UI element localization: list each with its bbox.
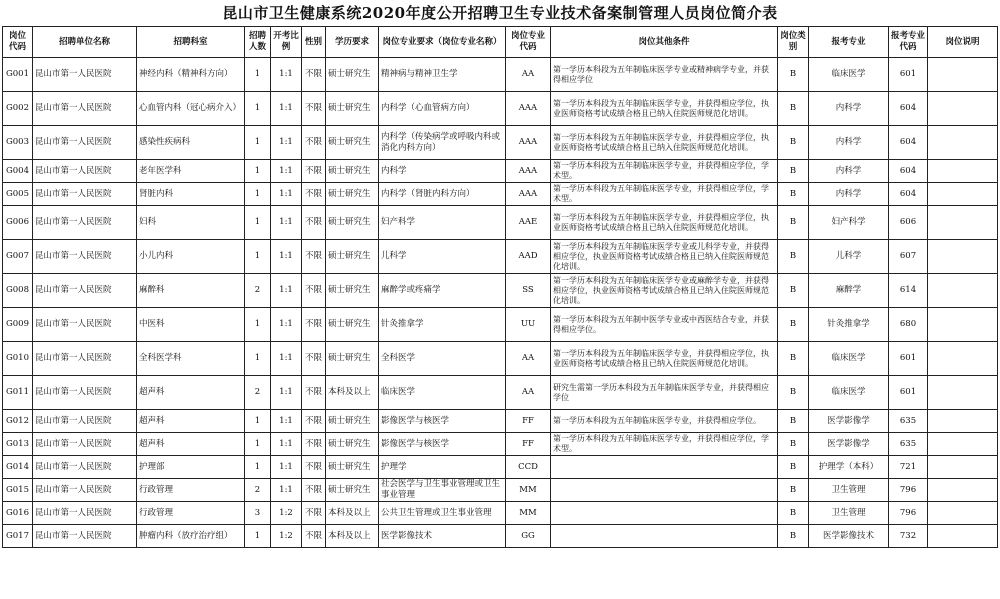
- cell-exam-major: 内科学: [809, 183, 889, 206]
- cell-exam-major: 内科学: [809, 126, 889, 160]
- cell-sex: 不限: [302, 274, 326, 308]
- cell-ratio: 1:1: [271, 410, 302, 433]
- cell-unit: 昆山市第一人民医院: [33, 183, 137, 206]
- cell-desc: [928, 183, 998, 206]
- cell-other: 第一学历本科段为五年制临床医学专业或麻醉学专业，并获得相应学位，执业医师资格考试成绩合格且已纳入住院医师规范化培训。: [551, 274, 778, 308]
- cell-category: B: [778, 410, 809, 433]
- cell-unit: 昆山市第一人民医院: [33, 240, 137, 274]
- cell-code: G009: [3, 308, 33, 342]
- cell-major-code: FF: [506, 410, 551, 433]
- cell-major-code: AA: [506, 58, 551, 92]
- header-category: 岗位类别: [778, 27, 809, 58]
- cell-num: 1: [245, 525, 271, 548]
- cell-ratio: 1:1: [271, 456, 302, 479]
- cell-dept: 妇科: [137, 206, 245, 240]
- cell-edu: 硕士研究生: [326, 160, 379, 183]
- cell-edu: 本科及以上: [326, 525, 379, 548]
- cell-ratio: 1:1: [271, 376, 302, 410]
- cell-major-code: FF: [506, 433, 551, 456]
- cell-edu: 硕士研究生: [326, 183, 379, 206]
- cell-desc: [928, 308, 998, 342]
- cell-desc: [928, 342, 998, 376]
- cell-dept: 肾脏内科: [137, 183, 245, 206]
- cell-exam-code: 606: [889, 206, 928, 240]
- cell-major: 精神病与精神卫生学: [379, 58, 506, 92]
- cell-unit: 昆山市第一人民医院: [33, 456, 137, 479]
- cell-other: 第一学历本科段为五年制临床医学专业，并获得相应学位，执业医师资格考试成绩合格且已纳入住院医师规范化培训。: [551, 126, 778, 160]
- cell-other: 第一学历本科段为五年制临床医学专业，并获得相应学位，执业医师资格考试成绩合格且已纳入住院医师规范化培训。: [551, 206, 778, 240]
- cell-category: B: [778, 456, 809, 479]
- cell-major: 社会医学与卫生事业管理或卫生事业管理: [379, 479, 506, 502]
- cell-other: [551, 456, 778, 479]
- cell-edu: 硕士研究生: [326, 433, 379, 456]
- cell-edu: 硕士研究生: [326, 410, 379, 433]
- cell-code: G007: [3, 240, 33, 274]
- cell-exam-code: 635: [889, 433, 928, 456]
- cell-num: 1: [245, 240, 271, 274]
- cell-edu: 硕士研究生: [326, 274, 379, 308]
- cell-desc: [928, 274, 998, 308]
- cell-dept: 小儿内科: [137, 240, 245, 274]
- cell-ratio: 1:1: [271, 126, 302, 160]
- cell-ratio: 1:1: [271, 479, 302, 502]
- cell-major-code: AA: [506, 376, 551, 410]
- cell-major: 影像医学与核医学: [379, 410, 506, 433]
- cell-num: 1: [245, 206, 271, 240]
- cell-dept: 超声科: [137, 433, 245, 456]
- cell-dept: 超声科: [137, 376, 245, 410]
- cell-edu: 硕士研究生: [326, 456, 379, 479]
- cell-sex: 不限: [302, 206, 326, 240]
- cell-sex: 不限: [302, 126, 326, 160]
- cell-other: 第一学历本科段为五年制中医学专业或中西医结合专业，并获得相应学位。: [551, 308, 778, 342]
- cell-unit: 昆山市第一人民医院: [33, 160, 137, 183]
- cell-ratio: 1:1: [271, 308, 302, 342]
- cell-major-code: AA: [506, 342, 551, 376]
- cell-dept: 感染性疾病科: [137, 126, 245, 160]
- cell-dept: 护理部: [137, 456, 245, 479]
- cell-code: G013: [3, 433, 33, 456]
- cell-num: 1: [245, 410, 271, 433]
- cell-category: B: [778, 479, 809, 502]
- cell-exam-code: 721: [889, 456, 928, 479]
- cell-major: 医学影像技术: [379, 525, 506, 548]
- cell-other: 第一学历本科段为五年制临床医学专业或精神病学专业，并获得相应学位: [551, 58, 778, 92]
- cell-code: G003: [3, 126, 33, 160]
- cell-dept: 肿瘤内科（放疗治疗组）: [137, 525, 245, 548]
- cell-sex: 不限: [302, 308, 326, 342]
- cell-ratio: 1:2: [271, 502, 302, 525]
- cell-code: G012: [3, 410, 33, 433]
- cell-exam-code: 604: [889, 92, 928, 126]
- header-desc: 岗位说明: [928, 27, 998, 58]
- cell-unit: 昆山市第一人民医院: [33, 92, 137, 126]
- cell-desc: [928, 433, 998, 456]
- cell-major: 护理学: [379, 456, 506, 479]
- cell-code: G006: [3, 206, 33, 240]
- cell-major: 麻醉学或疼痛学: [379, 274, 506, 308]
- cell-category: B: [778, 308, 809, 342]
- cell-edu: 硕士研究生: [326, 308, 379, 342]
- cell-code: G017: [3, 525, 33, 548]
- cell-code: G001: [3, 58, 33, 92]
- cell-major: 全科医学: [379, 342, 506, 376]
- cell-desc: [928, 376, 998, 410]
- cell-category: B: [778, 376, 809, 410]
- cell-desc: [928, 525, 998, 548]
- cell-exam-code: 604: [889, 160, 928, 183]
- cell-category: B: [778, 274, 809, 308]
- cell-exam-code: 601: [889, 58, 928, 92]
- cell-ratio: 1:1: [271, 342, 302, 376]
- cell-other: 第一学历本科段为五年制临床医学专业，并获得相应学位，学术型。: [551, 160, 778, 183]
- table-row: [3, 376, 998, 410]
- cell-major-code: MM: [506, 502, 551, 525]
- cell-category: B: [778, 502, 809, 525]
- cell-exam-major: 医学影像学: [809, 410, 889, 433]
- cell-code: G010: [3, 342, 33, 376]
- cell-edu: 硕士研究生: [326, 240, 379, 274]
- cell-sex: 不限: [302, 92, 326, 126]
- cell-num: 1: [245, 456, 271, 479]
- header-major-code: 岗位专业代码: [506, 27, 551, 58]
- cell-ratio: 1:2: [271, 525, 302, 548]
- cell-desc: [928, 58, 998, 92]
- table-row: [3, 410, 998, 433]
- positions-table: [2, 26, 998, 548]
- cell-dept: 心血管内科（冠心病介入）: [137, 92, 245, 126]
- cell-unit: 昆山市第一人民医院: [33, 126, 137, 160]
- cell-unit: 昆山市第一人民医院: [33, 274, 137, 308]
- cell-desc: [928, 126, 998, 160]
- cell-ratio: 1:1: [271, 274, 302, 308]
- cell-edu: 本科及以上: [326, 376, 379, 410]
- cell-code: G014: [3, 456, 33, 479]
- cell-num: 1: [245, 308, 271, 342]
- cell-category: B: [778, 58, 809, 92]
- table-row: [3, 92, 998, 126]
- header-num: 招聘人数: [245, 27, 271, 58]
- cell-code: G016: [3, 502, 33, 525]
- cell-other: [551, 525, 778, 548]
- cell-exam-code: 732: [889, 525, 928, 548]
- cell-unit: 昆山市第一人民医院: [33, 376, 137, 410]
- cell-major: 妇产科学: [379, 206, 506, 240]
- cell-num: 1: [245, 183, 271, 206]
- cell-unit: 昆山市第一人民医院: [33, 342, 137, 376]
- cell-major: 临床医学: [379, 376, 506, 410]
- table-row: [3, 183, 998, 206]
- cell-other: 第一学历本科段为五年制临床医学专业，并获得相应学位。: [551, 410, 778, 433]
- cell-exam-major: 临床医学: [809, 58, 889, 92]
- cell-dept: 行政管理: [137, 479, 245, 502]
- table-row: [3, 502, 998, 525]
- cell-unit: 昆山市第一人民医院: [33, 525, 137, 548]
- cell-major: 内科学（传染病学或呼吸内科或消化内科方向）: [379, 126, 506, 160]
- cell-major-code: CCD: [506, 456, 551, 479]
- cell-major: 儿科学: [379, 240, 506, 274]
- cell-dept: 老年医学科: [137, 160, 245, 183]
- table-header-row: [3, 27, 998, 58]
- cell-exam-code: 796: [889, 502, 928, 525]
- cell-exam-major: 妇产科学: [809, 206, 889, 240]
- cell-exam-code: 601: [889, 342, 928, 376]
- cell-major-code: AAA: [506, 126, 551, 160]
- page-title: 昆山市卫生健康系统2020年度公开招聘卫生专业技术备案制管理人员岗位简介表: [222, 4, 778, 22]
- cell-num: 3: [245, 502, 271, 525]
- cell-edu: 硕士研究生: [326, 58, 379, 92]
- cell-sex: 不限: [302, 160, 326, 183]
- header-code: 岗位代码: [3, 27, 33, 58]
- cell-ratio: 1:1: [271, 206, 302, 240]
- cell-code: G015: [3, 479, 33, 502]
- cell-unit: 昆山市第一人民医院: [33, 479, 137, 502]
- cell-other: [551, 502, 778, 525]
- cell-ratio: 1:1: [271, 183, 302, 206]
- cell-num: 1: [245, 433, 271, 456]
- cell-desc: [928, 456, 998, 479]
- header-exam-major: 报考专业: [809, 27, 889, 58]
- cell-num: 1: [245, 92, 271, 126]
- cell-major-code: SS: [506, 274, 551, 308]
- cell-edu: 硕士研究生: [326, 92, 379, 126]
- table-row: [3, 342, 998, 376]
- cell-sex: 不限: [302, 183, 326, 206]
- cell-code: G002: [3, 92, 33, 126]
- cell-category: B: [778, 240, 809, 274]
- cell-code: G004: [3, 160, 33, 183]
- cell-ratio: 1:1: [271, 433, 302, 456]
- table-row: [3, 160, 998, 183]
- cell-exam-major: 卫生管理: [809, 502, 889, 525]
- cell-exam-major: 临床医学: [809, 342, 889, 376]
- cell-other: 第一学历本科段为五年制临床医学专业，并获得相应学位，执业医师资格考试成绩合格且已纳入住院医师规范化培训。: [551, 92, 778, 126]
- cell-exam-major: 医学影像技术: [809, 525, 889, 548]
- header-sex: 性别: [302, 27, 326, 58]
- table-row: [3, 433, 998, 456]
- cell-edu: 硕士研究生: [326, 479, 379, 502]
- cell-unit: 昆山市第一人民医院: [33, 308, 137, 342]
- cell-sex: 不限: [302, 58, 326, 92]
- cell-other: [551, 479, 778, 502]
- cell-desc: [928, 410, 998, 433]
- cell-exam-code: 604: [889, 126, 928, 160]
- cell-dept: 麻醉科: [137, 274, 245, 308]
- cell-num: 2: [245, 376, 271, 410]
- cell-sex: 不限: [302, 410, 326, 433]
- cell-major: 影像医学与核医学: [379, 433, 506, 456]
- table-body: [3, 58, 998, 548]
- header-major: 岗位专业要求（岗位专业名称）: [379, 27, 506, 58]
- table-row: [3, 456, 998, 479]
- cell-exam-major: 护理学（本科）: [809, 456, 889, 479]
- cell-exam-code: 796: [889, 479, 928, 502]
- cell-exam-major: 临床医学: [809, 376, 889, 410]
- cell-exam-code: 601: [889, 376, 928, 410]
- cell-exam-code: 604: [889, 183, 928, 206]
- header-ratio: 开考比例: [271, 27, 302, 58]
- cell-major: 针灸推拿学: [379, 308, 506, 342]
- cell-dept: 行政管理: [137, 502, 245, 525]
- cell-major: 内科学（心血管病方向）: [379, 92, 506, 126]
- cell-exam-major: 麻醉学: [809, 274, 889, 308]
- cell-major-code: AAA: [506, 183, 551, 206]
- table-row: [3, 274, 998, 308]
- table-row: [3, 308, 998, 342]
- cell-edu: 硕士研究生: [326, 126, 379, 160]
- cell-unit: 昆山市第一人民医院: [33, 433, 137, 456]
- cell-category: B: [778, 183, 809, 206]
- cell-sex: 不限: [302, 479, 326, 502]
- cell-unit: 昆山市第一人民医院: [33, 410, 137, 433]
- cell-exam-code: 635: [889, 410, 928, 433]
- header-edu: 学历要求: [326, 27, 379, 58]
- cell-major: 公共卫生管理或卫生事业管理: [379, 502, 506, 525]
- cell-category: B: [778, 525, 809, 548]
- cell-category: B: [778, 92, 809, 126]
- cell-exam-major: 针灸推拿学: [809, 308, 889, 342]
- cell-sex: 不限: [302, 376, 326, 410]
- table-row: [3, 525, 998, 548]
- table-row: [3, 240, 998, 274]
- cell-edu: 本科及以上: [326, 502, 379, 525]
- cell-ratio: 1:1: [271, 58, 302, 92]
- cell-exam-code: 614: [889, 274, 928, 308]
- cell-category: B: [778, 342, 809, 376]
- cell-desc: [928, 502, 998, 525]
- cell-other: 研究生需第一学历本科段为五年制临床医学专业，并获得相应学位: [551, 376, 778, 410]
- cell-exam-code: 607: [889, 240, 928, 274]
- cell-major-code: AAA: [506, 160, 551, 183]
- cell-dept: 超声科: [137, 410, 245, 433]
- cell-sex: 不限: [302, 240, 326, 274]
- cell-edu: 硕士研究生: [326, 342, 379, 376]
- cell-dept: 全科医学科: [137, 342, 245, 376]
- cell-ratio: 1:1: [271, 240, 302, 274]
- cell-edu: 硕士研究生: [326, 206, 379, 240]
- cell-dept: 神经内科（精神科方向）: [137, 58, 245, 92]
- cell-category: B: [778, 206, 809, 240]
- table-row: [3, 126, 998, 160]
- cell-unit: 昆山市第一人民医院: [33, 502, 137, 525]
- cell-major-code: UU: [506, 308, 551, 342]
- cell-unit: 昆山市第一人民医院: [33, 206, 137, 240]
- cell-major-code: AAA: [506, 92, 551, 126]
- cell-category: B: [778, 126, 809, 160]
- cell-num: 1: [245, 342, 271, 376]
- cell-sex: 不限: [302, 456, 326, 479]
- cell-dept: 中医科: [137, 308, 245, 342]
- cell-major-code: AAD: [506, 240, 551, 274]
- cell-ratio: 1:1: [271, 160, 302, 183]
- cell-category: B: [778, 433, 809, 456]
- header-other: 岗位其他条件: [551, 27, 778, 58]
- cell-sex: 不限: [302, 342, 326, 376]
- cell-exam-major: 卫生管理: [809, 479, 889, 502]
- cell-desc: [928, 240, 998, 274]
- cell-other: 第一学历本科段为五年制临床医学专业，并获得相应学位，执业医师资格考试成绩合格且已纳入住院医师规范化培训。: [551, 342, 778, 376]
- cell-sex: 不限: [302, 502, 326, 525]
- cell-exam-major: 内科学: [809, 160, 889, 183]
- cell-other: 第一学历本科段为五年制临床医学专业，并获得相应学位，学术型。: [551, 433, 778, 456]
- cell-sex: 不限: [302, 433, 326, 456]
- cell-major: 内科学（肾脏内科方向）: [379, 183, 506, 206]
- header-exam-code: 报考专业代码: [889, 27, 928, 58]
- cell-sex: 不限: [302, 525, 326, 548]
- cell-desc: [928, 479, 998, 502]
- cell-ratio: 1:1: [271, 92, 302, 126]
- cell-exam-code: 680: [889, 308, 928, 342]
- cell-desc: [928, 160, 998, 183]
- cell-exam-major: 儿科学: [809, 240, 889, 274]
- cell-exam-major: 医学影像学: [809, 433, 889, 456]
- cell-desc: [928, 206, 998, 240]
- cell-code: G008: [3, 274, 33, 308]
- cell-exam-major: 内科学: [809, 92, 889, 126]
- cell-num: 1: [245, 126, 271, 160]
- cell-other: 第一学历本科段为五年制临床医学专业或儿科学专业，并获得相应学位，执业医师资格考试成绩合格且已纳入住院医师规范化培训。: [551, 240, 778, 274]
- cell-other: 第一学历本科段为五年制临床医学专业，并获得相应学位，学术型。: [551, 183, 778, 206]
- header-unit: 招聘单位名称: [33, 27, 137, 58]
- cell-code: G011: [3, 376, 33, 410]
- cell-num: 1: [245, 58, 271, 92]
- cell-num: 1: [245, 160, 271, 183]
- cell-major-code: GG: [506, 525, 551, 548]
- cell-num: 2: [245, 479, 271, 502]
- header-dept: 招聘科室: [137, 27, 245, 58]
- cell-code: G005: [3, 183, 33, 206]
- cell-major-code: AAE: [506, 206, 551, 240]
- table-row: [3, 479, 998, 502]
- cell-major-code: MM: [506, 479, 551, 502]
- cell-desc: [928, 92, 998, 126]
- cell-major: 内科学: [379, 160, 506, 183]
- cell-num: 2: [245, 274, 271, 308]
- table-row: [3, 58, 998, 92]
- table-row: [3, 206, 998, 240]
- cell-unit: 昆山市第一人民医院: [33, 58, 137, 92]
- cell-category: B: [778, 160, 809, 183]
